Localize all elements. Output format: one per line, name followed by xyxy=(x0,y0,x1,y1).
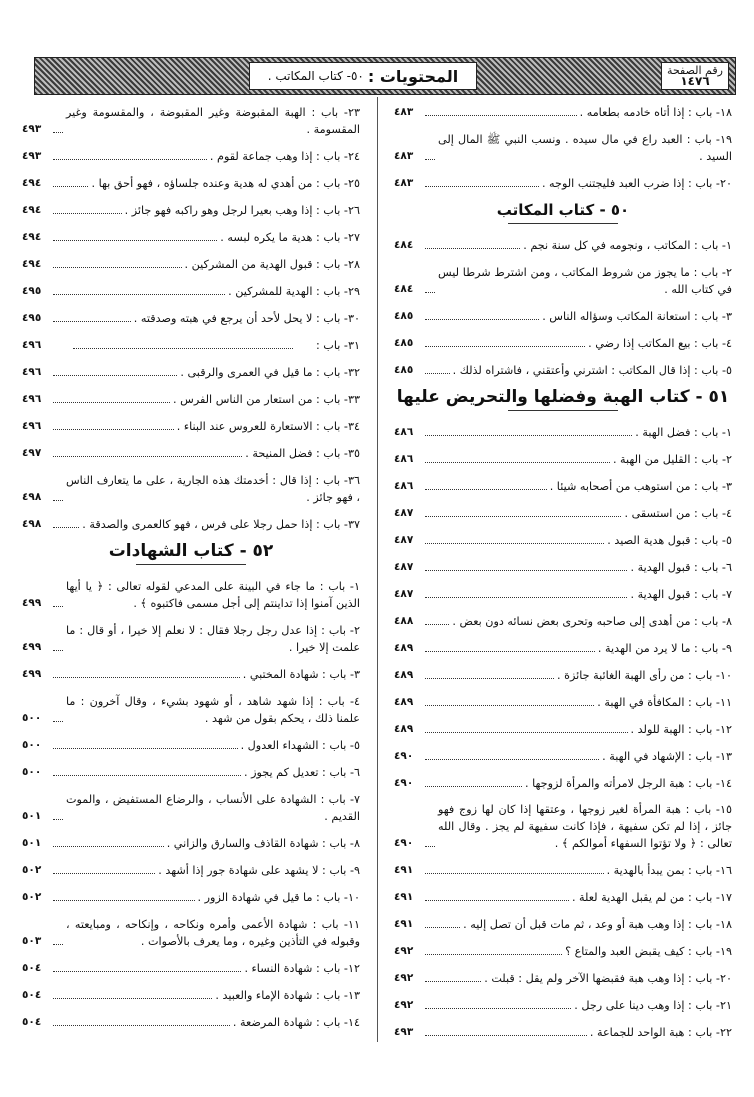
toc-entry-page: ٥٠٤ xyxy=(22,1016,42,1028)
toc-entry-page: ٤٩٩ xyxy=(22,641,42,653)
toc-entry-title: ٢٥- باب : من أهدي له هدية وعنده جلساؤه ، فهو أحق بها . xyxy=(91,177,360,190)
dot-leader xyxy=(53,375,177,376)
toc-entry-title: ١٧- باب : من لم يقبل الهدية لعلة . xyxy=(571,891,732,904)
toc-entry-title: ٢٤- باب : إذا وهب جماعة لقوم . xyxy=(209,150,360,163)
toc-entry[interactable] xyxy=(22,571,360,615)
toc-entry-page: ٤٩٧ xyxy=(22,447,42,459)
chapter-heading: ٥٢ - كتاب الشهادات xyxy=(22,536,360,571)
toc-entry-page: ٤٩٢ xyxy=(394,972,414,984)
toc-entry-page: ٤٩٩ xyxy=(22,668,42,680)
toc-entry-title: ٢١- باب : إذا وهب دينا على رجل . xyxy=(574,999,732,1012)
toc-entry[interactable] xyxy=(22,276,360,303)
toc-entry-page: ٤٨٣ xyxy=(394,150,414,162)
toc-entry[interactable] xyxy=(22,384,360,411)
toc-entry[interactable] xyxy=(22,615,360,659)
dot-leader xyxy=(53,944,63,945)
toc-entry-page: ٥٠٢ xyxy=(22,891,42,903)
page-header xyxy=(34,57,736,95)
toc-entry[interactable] xyxy=(394,1017,732,1044)
toc-entry-page: ٤٩٦ xyxy=(22,366,42,378)
toc-entry-title: ٣٠- باب : لا يحل لأحد أن يرجع في هبته وصدقته . xyxy=(133,312,360,325)
toc-entry-page: ٤٨٧ xyxy=(394,507,414,519)
toc-entry-title: ١٢- باب : شهادة النساء . xyxy=(244,962,360,975)
dot-leader xyxy=(53,186,88,187)
dot-leader xyxy=(425,489,547,490)
toc-entry-page: ٤٨٥ xyxy=(394,310,414,322)
dot-leader xyxy=(425,732,628,733)
toc-entry-title: ٥- باب : الشهداء العدول . xyxy=(240,739,360,752)
toc-entry-page: ٤٩٥ xyxy=(22,285,42,297)
toc-entry-title: ١٨- باب : إذا وهب هبة أو وعد ، ثم مات قبل أن تصل إليه . xyxy=(463,918,732,931)
toc-entry-title: ٨- باب : من أهدى إلى صاحبه وتحرى بعض نسائه دون بعض . xyxy=(452,615,732,628)
dot-leader xyxy=(53,456,242,457)
page-number-box xyxy=(661,62,729,90)
toc-entry-title: ١٥- باب : هبة المرأة لغير زوجها ، وعتقها إذا كان لها زوج فهو جائز ، إذا لم تكن سفيهة ، فإذا كانت سفيهة لم يجز . وقال الله تعالى : ﴿ ولا تؤتوا السفهاء أموالكم ﴾ . xyxy=(438,803,732,850)
toc-entry-page: ٤٩١ xyxy=(394,918,414,930)
toc-entry-page: ٤٨٣ xyxy=(394,106,414,118)
toc-entry-page: ٤٩١ xyxy=(394,864,414,876)
toc-entry-page: ٤٩٩ xyxy=(22,597,42,609)
toc-entry-page: ٤٨٧ xyxy=(394,534,414,546)
dot-leader xyxy=(425,705,594,706)
toc-entry-title: ٣٢- باب : ما قيل في العمرى والرقبى . xyxy=(180,366,360,379)
toc-entry[interactable] xyxy=(394,471,732,498)
toc-entry-title: ٢- باب : إذا عدل رجل رجلا فقال : لا نعلم إلا خيرا ، أو قال : ما علمت إلا خيرا . xyxy=(66,624,360,654)
toc-entry-page: ٤٩٢ xyxy=(394,999,414,1011)
toc-entry[interactable] xyxy=(22,757,360,784)
toc-entry-page: ٤٨٥ xyxy=(394,364,414,376)
dot-leader xyxy=(425,786,522,787)
toc-entry-page: ٤٩٨ xyxy=(22,491,42,503)
toc-entry-title: ٤- باب : إذا شهد شاهد ، أو شهود بشيء ، وقال آخرون : ما علمنا ذلك ، يحكم بقول من شهد . xyxy=(66,695,360,725)
dot-leader xyxy=(425,624,449,625)
toc-entry[interactable] xyxy=(394,444,732,471)
toc-entry-title: ٨- باب : شهادة القاذف والسارق والزاني . xyxy=(166,837,360,850)
column-divider xyxy=(377,97,378,1042)
toc-entry[interactable] xyxy=(394,525,732,552)
toc-entry-title: ٢- باب : القليل من الهبة . xyxy=(612,453,732,466)
dot-leader xyxy=(53,240,217,241)
toc-entry[interactable] xyxy=(22,730,360,757)
toc-entry-title: ٩- باب : ما لا يرد من الهدية . xyxy=(597,642,732,655)
toc-entry-page: ٤٨٩ xyxy=(394,642,414,654)
toc-entry[interactable] xyxy=(394,768,732,795)
toc-entry[interactable] xyxy=(394,355,732,382)
toc-entry-page: ٥٠٤ xyxy=(22,989,42,1001)
toc-entry[interactable] xyxy=(22,980,360,1007)
toc-entry-title: ٣٤- باب : الاستعارة للعروس عند البناء . xyxy=(176,420,360,433)
page-number-label: رقم الصفحة xyxy=(667,64,723,77)
toc-entry[interactable] xyxy=(394,909,732,936)
toc-entry-title: ٥- باب : إذا قال المكاتب : اشترني وأعتقني ، فاشتراه لذلك . xyxy=(452,364,732,377)
toc-entry-title: ٤- باب : بيع المكاتب إذا رضي . xyxy=(588,337,732,350)
toc-entry-page: ٤٨٤ xyxy=(394,283,414,295)
toc-entry-title: ٣- باب : شهادة المختبي . xyxy=(242,668,360,681)
dot-leader xyxy=(53,429,174,430)
dot-leader xyxy=(53,998,212,999)
toc-entry-page: ٤٨٣ xyxy=(394,177,414,189)
toc-entry[interactable] xyxy=(22,195,360,222)
toc-entry[interactable] xyxy=(394,124,732,168)
dot-leader xyxy=(425,597,627,598)
toc-entry-page: ٤٩٤ xyxy=(22,258,42,270)
toc-entry-page: ٥٠٣ xyxy=(22,935,42,947)
toc-entry[interactable] xyxy=(22,411,360,438)
toc-entry[interactable] xyxy=(394,882,732,909)
dot-leader xyxy=(53,132,63,133)
dot-leader xyxy=(425,319,539,320)
dot-leader xyxy=(53,900,195,901)
toc-entry[interactable] xyxy=(22,953,360,980)
toc-entry[interactable] xyxy=(394,579,732,606)
toc-entry-title: ١- باب : ما جاء في البينة على المدعي لقوله تعالى : ﴿ يا أيها الذين آمنوا إذا تداينتم إلى أجل مسمى فاكتبوه ﴾ . xyxy=(66,580,360,610)
toc-entry-page: ٤٩٠ xyxy=(394,777,414,789)
toc-entry[interactable] xyxy=(394,714,732,741)
toc-entry-title: ٤- باب : من استسقى . xyxy=(624,507,732,520)
toc-entry-page: ٤٩٣ xyxy=(22,150,42,162)
toc-entry[interactable] xyxy=(394,97,732,124)
dot-leader xyxy=(53,294,225,295)
toc-entry[interactable] xyxy=(394,606,732,633)
dot-leader xyxy=(53,846,164,847)
toc-entry-page: ٤٩٥ xyxy=(22,312,42,324)
dot-leader xyxy=(425,981,481,982)
toc-entry-title: ٧- باب : الشهادة على الأنساب ، والرضاع المستفيض ، والموت القديم . xyxy=(66,793,360,823)
dot-leader xyxy=(425,346,585,347)
dot-leader xyxy=(425,570,627,571)
toc-entry[interactable] xyxy=(394,417,732,444)
toc-entry-title: ٢٦- باب : إذا وهب بعيرا لرجل وهو راكبه فهو جائز . xyxy=(124,204,360,217)
toc-entry-title: ٣- باب : من استوهب من أصحابه شيئا . xyxy=(549,480,732,493)
toc-entry-title: ٣٣- باب : من استعار من الناس الفرس . xyxy=(173,393,360,406)
toc-entry-title: ١- باب : فضل الهبة . xyxy=(635,426,732,439)
dot-leader xyxy=(425,900,569,901)
toc-entry-page: ٤٨٦ xyxy=(394,480,414,492)
toc-entry[interactable] xyxy=(22,659,360,686)
toc-entry[interactable] xyxy=(22,222,360,249)
toc-entry-title: ١١- باب : المكافأة في الهبة . xyxy=(597,696,732,709)
toc-entry[interactable] xyxy=(394,936,732,963)
toc-entry-title: ٥- باب : قبول هدية الصيد . xyxy=(607,534,732,547)
toc-entry-title: ١٦- باب : بمن يبدأ بالهدية . xyxy=(606,864,732,877)
toc-entry-title: ٣٥- باب : فضل المنيحة . xyxy=(245,447,360,460)
dot-leader xyxy=(425,462,610,463)
toc-entry[interactable] xyxy=(22,249,360,276)
toc-entry-page: ٤٩٣ xyxy=(22,123,42,135)
dot-leader xyxy=(53,971,241,972)
dot-leader xyxy=(53,677,240,678)
toc-entry-page: ٤٩٠ xyxy=(394,750,414,762)
dot-leader xyxy=(425,292,435,293)
toc-entry-page: ٤٨٧ xyxy=(394,588,414,600)
toc-entry[interactable] xyxy=(22,509,360,536)
dot-leader xyxy=(425,651,595,652)
page-number: ١٤٧٦ xyxy=(680,74,710,88)
dot-leader xyxy=(53,775,241,776)
toc-entry-title: ٩- باب : لا يشهد على شهادة جور إذا أشهد . xyxy=(158,864,360,877)
dot-leader xyxy=(53,819,63,820)
left-column xyxy=(22,97,360,1034)
toc-entry[interactable] xyxy=(22,828,360,855)
toc-entry-title: ٣١- باب : xyxy=(315,339,360,352)
dot-leader xyxy=(73,348,293,349)
toc-entry-page: ٤٩٢ xyxy=(394,945,414,957)
toc-entry-title: ١١- باب : شهادة الأعمى وأمره ونكاحه ، وإنكاحه ، ومبايعته ، وقبوله في التأذين وغيره ، وما يعرف بالأصوات . xyxy=(66,918,360,948)
dot-leader xyxy=(53,527,79,528)
dot-leader xyxy=(53,721,63,722)
toc-entry[interactable] xyxy=(394,855,732,882)
toc-entry-page: ٥٠١ xyxy=(22,837,42,849)
toc-entry-title: ٢٣- باب : الهبة المقبوضة وغير المقبوضة ، والمقسومة وغير المقسومة . xyxy=(66,106,360,136)
toc-entry-title: ١٤- باب : شهادة المرضعة . xyxy=(232,1016,360,1029)
toc-entry[interactable] xyxy=(394,328,732,355)
dot-leader xyxy=(53,321,131,322)
toc-entry[interactable] xyxy=(22,1007,360,1034)
header-subtitle: ٥٠- كتاب المكاتب . xyxy=(267,69,364,83)
toc-entry[interactable] xyxy=(22,141,360,168)
dot-leader xyxy=(425,927,460,928)
toc-entry[interactable] xyxy=(394,687,732,714)
header-title: المحتويات : xyxy=(367,66,459,86)
toc-entry-page: ٤٨٧ xyxy=(394,561,414,573)
dot-leader xyxy=(425,373,450,374)
toc-entry-title: ١٩- باب : كيف يقبض العبد والمتاع ؟ xyxy=(565,945,732,958)
toc-entry-page: ٤٨٩ xyxy=(394,723,414,735)
chapter-heading: ٥٠ - كتاب المكاتب xyxy=(394,195,732,230)
dot-leader xyxy=(425,115,577,116)
dot-leader xyxy=(53,650,63,651)
toc-entry-page: ٤٩٠ xyxy=(394,837,414,849)
toc-entry-page: ٤٩٦ xyxy=(22,420,42,432)
toc-entry[interactable] xyxy=(394,660,732,687)
toc-entry-page: ٤٨٦ xyxy=(394,453,414,465)
toc-entry-title: ٢٠- باب : إذا ضرب العبد فليجتنب الوجه . xyxy=(541,177,732,190)
toc-entry-page: ٤٩٤ xyxy=(22,231,42,243)
toc-entry-page: ٥٠٠ xyxy=(22,766,42,778)
dot-leader xyxy=(425,954,562,955)
toc-entry[interactable] xyxy=(22,465,360,509)
toc-entry[interactable] xyxy=(22,330,360,357)
toc-entry-title: ٢٧- باب : هدية ما يكره لبسه . xyxy=(220,231,360,244)
toc-entry-title: ١٤- باب : هبة الرجل لامرأته والمرأة لزوجها . xyxy=(524,777,732,790)
toc-entry-title: ٣٧- باب : إذا حمل رجلا على فرس ، فهو كالعمرى والصدقة . xyxy=(82,518,360,531)
toc-entry[interactable] xyxy=(394,301,732,328)
toc-entry-title: ٧- باب : قبول الهدية . xyxy=(630,588,732,601)
toc-entry-title: ١- باب : المكاتب ، ونجومه في كل سنة نجم . xyxy=(523,239,732,252)
toc-entry[interactable] xyxy=(394,990,732,1017)
dot-leader xyxy=(53,500,63,501)
toc-entry-title: ٣٦- باب : إذا قال : أخدمتك هذه الجارية ، على ما يتعارف الناس ، فهو جائز . xyxy=(66,474,360,504)
dot-leader xyxy=(53,159,207,160)
toc-entry-title: ١٩- باب : العبد راع في مال سيده . ونسب النبي ﷺ المال إلى السيد . xyxy=(438,133,732,163)
toc-entry-page: ٥٠٠ xyxy=(22,739,42,751)
toc-entry[interactable] xyxy=(394,498,732,525)
dot-leader xyxy=(425,678,554,679)
toc-entry-page: ٤٩٣ xyxy=(394,1026,414,1038)
toc-entry[interactable] xyxy=(394,552,732,579)
dot-leader xyxy=(425,846,435,847)
toc-entry-title: ٢٨- باب : قبول الهدية من المشركين . xyxy=(184,258,360,271)
toc-entry-page: ٤٨٩ xyxy=(394,669,414,681)
toc-entry-title: ١٣- باب : الإشهاد في الهبة . xyxy=(602,750,732,763)
toc-entry-page: ٤٩٦ xyxy=(22,393,42,405)
right-column xyxy=(394,97,732,1044)
dot-leader xyxy=(425,435,632,436)
toc-entry-title: ٢٩- باب : الهدية للمشركين . xyxy=(228,285,360,298)
chapter-heading: ٥١ - كتاب الهبة وفضلها والتحريض عليها xyxy=(394,382,732,417)
toc-entry-title: ١٣- باب : شهادة الإماء والعبيد . xyxy=(215,989,360,1002)
toc-entry-page: ٥٠٢ xyxy=(22,864,42,876)
dot-leader xyxy=(425,248,520,249)
toc-entry[interactable] xyxy=(394,633,732,660)
dot-leader xyxy=(425,1035,587,1036)
toc-entry[interactable] xyxy=(22,882,360,909)
dot-leader xyxy=(425,516,621,517)
dot-leader xyxy=(53,267,182,268)
dot-leader xyxy=(425,543,604,544)
toc-entry-page: ٤٩٤ xyxy=(22,204,42,216)
toc-entry-title: ٣- باب : استعانة المكاتب وسؤاله الناس . xyxy=(542,310,732,323)
toc-entry-page: ٤٨٦ xyxy=(394,426,414,438)
toc-entry[interactable] xyxy=(22,97,360,141)
toc-entry-title: ١٠- باب : ما قيل في شهادة الزور . xyxy=(197,891,360,904)
toc-entry[interactable] xyxy=(394,795,732,855)
dot-leader xyxy=(425,1008,571,1009)
toc-entry[interactable] xyxy=(394,230,732,257)
toc-entry-page: ٤٩٨ xyxy=(22,518,42,530)
dot-leader xyxy=(53,402,170,403)
header-title-box xyxy=(249,62,477,90)
toc-entry-page: ٥٠٠ xyxy=(22,712,42,724)
toc-entry-title: ١٢- باب : الهبة للولد . xyxy=(630,723,732,736)
toc-entry-page: ٥٠٤ xyxy=(22,962,42,974)
toc-entry[interactable] xyxy=(394,963,732,990)
dot-leader xyxy=(425,186,539,187)
toc-entry-title: ٢٠- باب : إذا وهب هبة فقبضها الآخر ولم يقل : قبلت . xyxy=(484,972,732,985)
toc-entry[interactable] xyxy=(394,257,732,301)
toc-entry-title: ٦- باب : تعديل كم يجوز . xyxy=(243,766,360,779)
dot-leader xyxy=(425,159,435,160)
dot-leader xyxy=(425,873,604,874)
toc-entry[interactable] xyxy=(22,168,360,195)
toc-entry-page: ٤٨٨ xyxy=(394,615,414,627)
toc-entry-page: ٤٩٦ xyxy=(22,339,42,351)
toc-entry[interactable] xyxy=(22,855,360,882)
toc-entry-page: ٤٨٤ xyxy=(394,239,414,251)
toc-entry[interactable] xyxy=(394,741,732,768)
toc-entry-title: ٦- باب : قبول الهدية . xyxy=(630,561,732,574)
toc-entry-page: ٤٨٩ xyxy=(394,696,414,708)
toc-entry-title: ١٨- باب : إذا أتاه خادمه بطعامه . xyxy=(579,106,732,119)
toc-entry-title: ٢- باب : ما يجوز من شروط المكاتب ، ومن اشترط شرطا ليس في كتاب الله . xyxy=(438,266,732,296)
dot-leader xyxy=(53,213,122,214)
toc-entry[interactable] xyxy=(394,168,732,195)
dot-leader xyxy=(53,1025,230,1026)
toc-entry-page: ٤٨٥ xyxy=(394,337,414,349)
dot-leader xyxy=(53,606,63,607)
dot-leader xyxy=(425,759,599,760)
toc-entry-title: ١٠- باب : من رأى الهبة الغائبة جائزة . xyxy=(556,669,732,682)
toc-entry-page: ٥٠١ xyxy=(22,810,42,822)
toc-entry[interactable] xyxy=(22,357,360,384)
toc-entry[interactable] xyxy=(22,686,360,730)
toc-entry-page: ٤٩٤ xyxy=(22,177,42,189)
toc-entry[interactable] xyxy=(22,784,360,828)
dot-leader xyxy=(53,748,238,749)
dot-leader xyxy=(53,873,155,874)
toc-entry-page: ٤٩١ xyxy=(394,891,414,903)
toc-entry-title: ٢٢- باب : هبة الواحد للجماعة . xyxy=(589,1026,732,1039)
toc-entry[interactable] xyxy=(22,303,360,330)
toc-entry[interactable] xyxy=(22,909,360,953)
toc-entry[interactable] xyxy=(22,438,360,465)
